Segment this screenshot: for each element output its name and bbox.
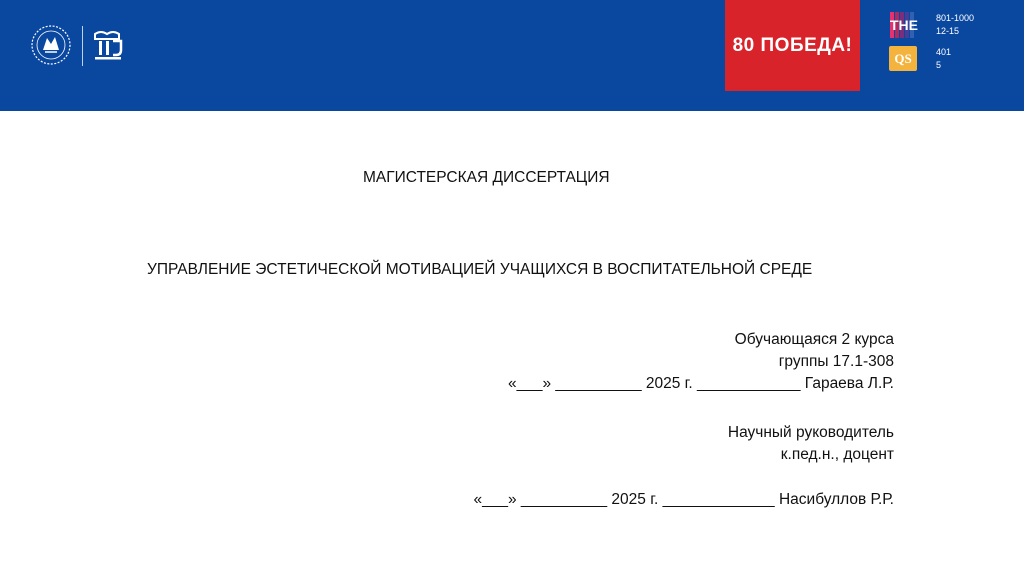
student-info — [508, 329, 894, 395]
logo-divider — [82, 26, 83, 66]
header-banner — [0, 0, 1024, 111]
the-logo-text: THE — [890, 17, 918, 33]
qs-ranking-values — [936, 46, 951, 72]
institute-logo-icon — [92, 28, 128, 62]
supervisor-degree: к.пед.н., доцент — [780, 446, 894, 463]
student-group: группы 17.1-308 — [778, 353, 894, 370]
the-ranking-values — [936, 12, 974, 38]
university-emblem-icon — [30, 24, 72, 66]
student-signature-line: «___» __________ 2025 г. ____________ Гараева Л.Р. — [507, 375, 894, 392]
supervisor-role: Научный руководитель — [727, 424, 894, 441]
supervisor-signature-line: «___» __________ 2025 г. _____________ Насибуллов Р.Р. — [473, 491, 894, 508]
the-ranking-logo-icon — [890, 12, 918, 38]
qs-ranking-logo-icon: QS — [889, 46, 917, 71]
victory-80-badge: 80 ПОБЕДА! — [725, 0, 860, 91]
the-ranking-line2: 12-15 — [936, 26, 960, 36]
qs-ranking-line1: 401 — [936, 47, 952, 57]
student-course: Обучающаяся 2 курса — [734, 331, 894, 348]
the-ranking-line1: 801-1000 — [936, 13, 975, 23]
qs-ranking-line2: 5 — [936, 60, 942, 70]
thesis-type-title: МАГИСТЕРСКАЯ ДИССЕРТАЦИЯ — [363, 169, 610, 186]
supervisor-info — [728, 422, 894, 466]
thesis-topic: УПРАВЛЕНИЕ ЭСТЕТИЧЕСКОЙ МОТИВАЦИЕЙ УЧАЩИХСЯ В ВОСПИТАТЕЛЬНОЙ СРЕДЕ — [147, 261, 813, 278]
